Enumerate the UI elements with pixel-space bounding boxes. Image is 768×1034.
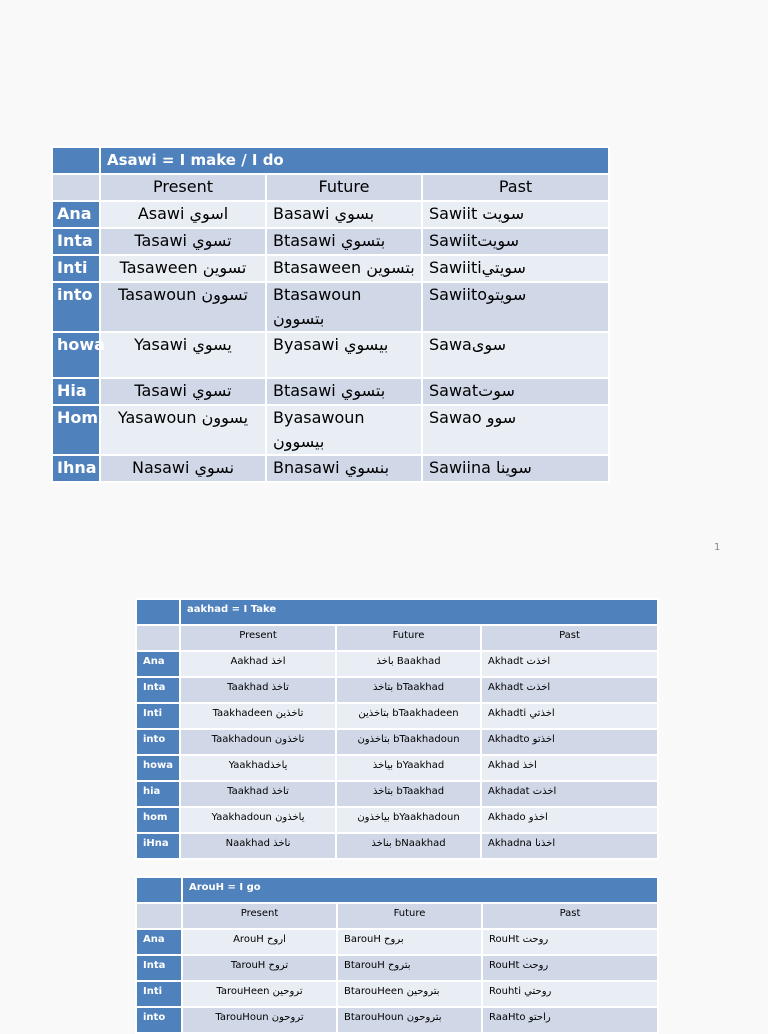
pronoun-cell: into (136, 729, 180, 755)
conjugation-table-aakhad (135, 598, 659, 860)
past-cell: Akhadat اخذت (481, 781, 658, 807)
header-future: Future (266, 174, 422, 201)
past-cell: Akhadna اخذنا (481, 833, 658, 859)
pronoun-cell: howa (52, 332, 100, 378)
header-past: Past (422, 174, 609, 201)
header-present: Present (180, 625, 336, 651)
table-title: aakhad = I Take (180, 599, 658, 625)
table-row (52, 455, 609, 482)
past-cell: Sawatسوت (422, 378, 609, 405)
present-cell: ArouH اروح (182, 929, 337, 955)
future-cell: BtarouHeen بتروحين (337, 981, 482, 1007)
table-row (52, 228, 609, 255)
header-present: Present (100, 174, 266, 201)
table-row (136, 807, 658, 833)
past-cell: Akhado اخذو (481, 807, 658, 833)
table-row (136, 1007, 658, 1033)
past-cell: Akhad اخذ (481, 755, 658, 781)
future-cell: بياخذون bYaakhadoun (336, 807, 481, 833)
table-row (136, 955, 658, 981)
future-cell: Byasawi بيسوي (266, 332, 422, 378)
table-row (136, 833, 658, 859)
present-cell: Tasawi تسوي (100, 378, 266, 405)
pronoun-cell: Ana (136, 651, 180, 677)
header-future: Future (337, 903, 482, 929)
pronoun-cell: Inta (52, 228, 100, 255)
table-row (136, 781, 658, 807)
future-cell: Basawi بسوي (266, 201, 422, 228)
past-cell: Sawiitiسويتي (422, 255, 609, 282)
present-cell: Nasawi نسوي (100, 455, 266, 482)
table-row (52, 378, 609, 405)
table-row (136, 755, 658, 781)
pronoun-cell: hia (136, 781, 180, 807)
pronoun-cell: Ihna (52, 455, 100, 482)
table-row (136, 729, 658, 755)
present-cell: Yaakhadياخذ (180, 755, 336, 781)
present-cell: TarouHeen تروحين (182, 981, 337, 1007)
present-cell: Asawi اسوي (100, 201, 266, 228)
header-past: Past (481, 625, 658, 651)
future-cell: باخذ Baakhad (336, 651, 481, 677)
past-cell: RouHt روحت (482, 929, 658, 955)
future-cell: بتاخذ bTaakhad (336, 677, 481, 703)
header-present: Present (182, 903, 337, 929)
present-cell: Taakhadeen تاخذين (180, 703, 336, 729)
header-blank (136, 903, 182, 929)
table-row (136, 677, 658, 703)
pronoun-cell: Inta (136, 955, 182, 981)
present-cell: Yaakhadoun ياخذون (180, 807, 336, 833)
table-row (52, 332, 609, 378)
future-cell: بتاخذ bTaakhad (336, 781, 481, 807)
past-cell: Akhadt اخذت (481, 651, 658, 677)
pronoun-cell: Inta (136, 677, 180, 703)
future-cell: بناخذ bNaakhad (336, 833, 481, 859)
present-cell: TarouH تروح (182, 955, 337, 981)
past-cell: Sawao سوو (422, 405, 609, 455)
header-past: Past (482, 903, 658, 929)
future-cell: Byasawoun بيسوون (266, 405, 422, 455)
future-cell: بتاخذون bTaakhadoun (336, 729, 481, 755)
corner-cell (136, 599, 180, 625)
future-cell: Bnasawi بنسوي (266, 455, 422, 482)
past-cell: RaaHto راحتو (482, 1007, 658, 1033)
pronoun-cell: howa (136, 755, 180, 781)
pronoun-cell: Hia (52, 378, 100, 405)
present-cell: Yasawoun يسوون (100, 405, 266, 455)
past-cell: Sawaسوى (422, 332, 609, 378)
table-row (52, 201, 609, 228)
past-cell: Akhadto اخذتو (481, 729, 658, 755)
future-cell: BarouH بروح (337, 929, 482, 955)
pronoun-cell: Ana (52, 201, 100, 228)
header-blank (52, 174, 100, 201)
corner-cell (136, 877, 182, 903)
past-cell: Rouhti روحتي (482, 981, 658, 1007)
present-cell: TarouHoun تروحون (182, 1007, 337, 1033)
future-cell: BtarouHoun بتروحون (337, 1007, 482, 1033)
page-number: 1 (714, 542, 721, 553)
pronoun-cell: into (52, 282, 100, 332)
future-cell: بتاخذين bTaakhadeen (336, 703, 481, 729)
header-future: Future (336, 625, 481, 651)
present-cell: Taakhad تاخذ (180, 677, 336, 703)
past-cell: Sawiina سوينا (422, 455, 609, 482)
present-cell: Taakhad تاخذ (180, 781, 336, 807)
future-cell: BtarouH بتروح (337, 955, 482, 981)
corner-cell (52, 147, 100, 174)
pronoun-cell: hom (136, 807, 180, 833)
table-row (136, 703, 658, 729)
future-cell: Btasawoun بتسوون (266, 282, 422, 332)
future-cell: Btasaween بتسوين (266, 255, 422, 282)
present-cell: Tasawi تسوي (100, 228, 266, 255)
pronoun-cell: Inti (136, 981, 182, 1007)
past-cell: Sawiitoسويتو (422, 282, 609, 332)
future-cell: Btasawi بتسوي (266, 378, 422, 405)
pronoun-cell: Inti (136, 703, 180, 729)
table-title: ArouH = I go (182, 877, 658, 903)
pronoun-cell: Hom (52, 405, 100, 455)
header-blank (136, 625, 180, 651)
present-cell: Tasaween تسوين (100, 255, 266, 282)
present-cell: Tasawoun تسوون (100, 282, 266, 332)
table-row (52, 405, 609, 455)
pronoun-cell: Ana (136, 929, 182, 955)
past-cell: Akhadti اخذتي (481, 703, 658, 729)
table-row (52, 282, 609, 332)
table-row (136, 929, 658, 955)
future-cell: بياخذ bYaakhad (336, 755, 481, 781)
conjugation-table-arouh (135, 876, 659, 1034)
past-cell: RouHt روحت (482, 955, 658, 981)
pronoun-cell: iHna (136, 833, 180, 859)
table-row (136, 981, 658, 1007)
present-cell: Naakhad ناخذ (180, 833, 336, 859)
future-cell: Btasawi بتسوي (266, 228, 422, 255)
table-title: Asawi = I make / I do (100, 147, 609, 174)
pronoun-cell: into (136, 1007, 182, 1033)
present-cell: Taakhadoun تاخذون (180, 729, 336, 755)
present-cell: Aakhad اخذ (180, 651, 336, 677)
table-row (52, 255, 609, 282)
conjugation-table-asawi (51, 146, 610, 483)
table-row (136, 651, 658, 677)
present-cell: Yasawi يسوي (100, 332, 266, 378)
past-cell: Akhadt اخذت (481, 677, 658, 703)
pronoun-cell: Inti (52, 255, 100, 282)
past-cell: Sawiit سويت (422, 201, 609, 228)
past-cell: Sawiitسويت (422, 228, 609, 255)
